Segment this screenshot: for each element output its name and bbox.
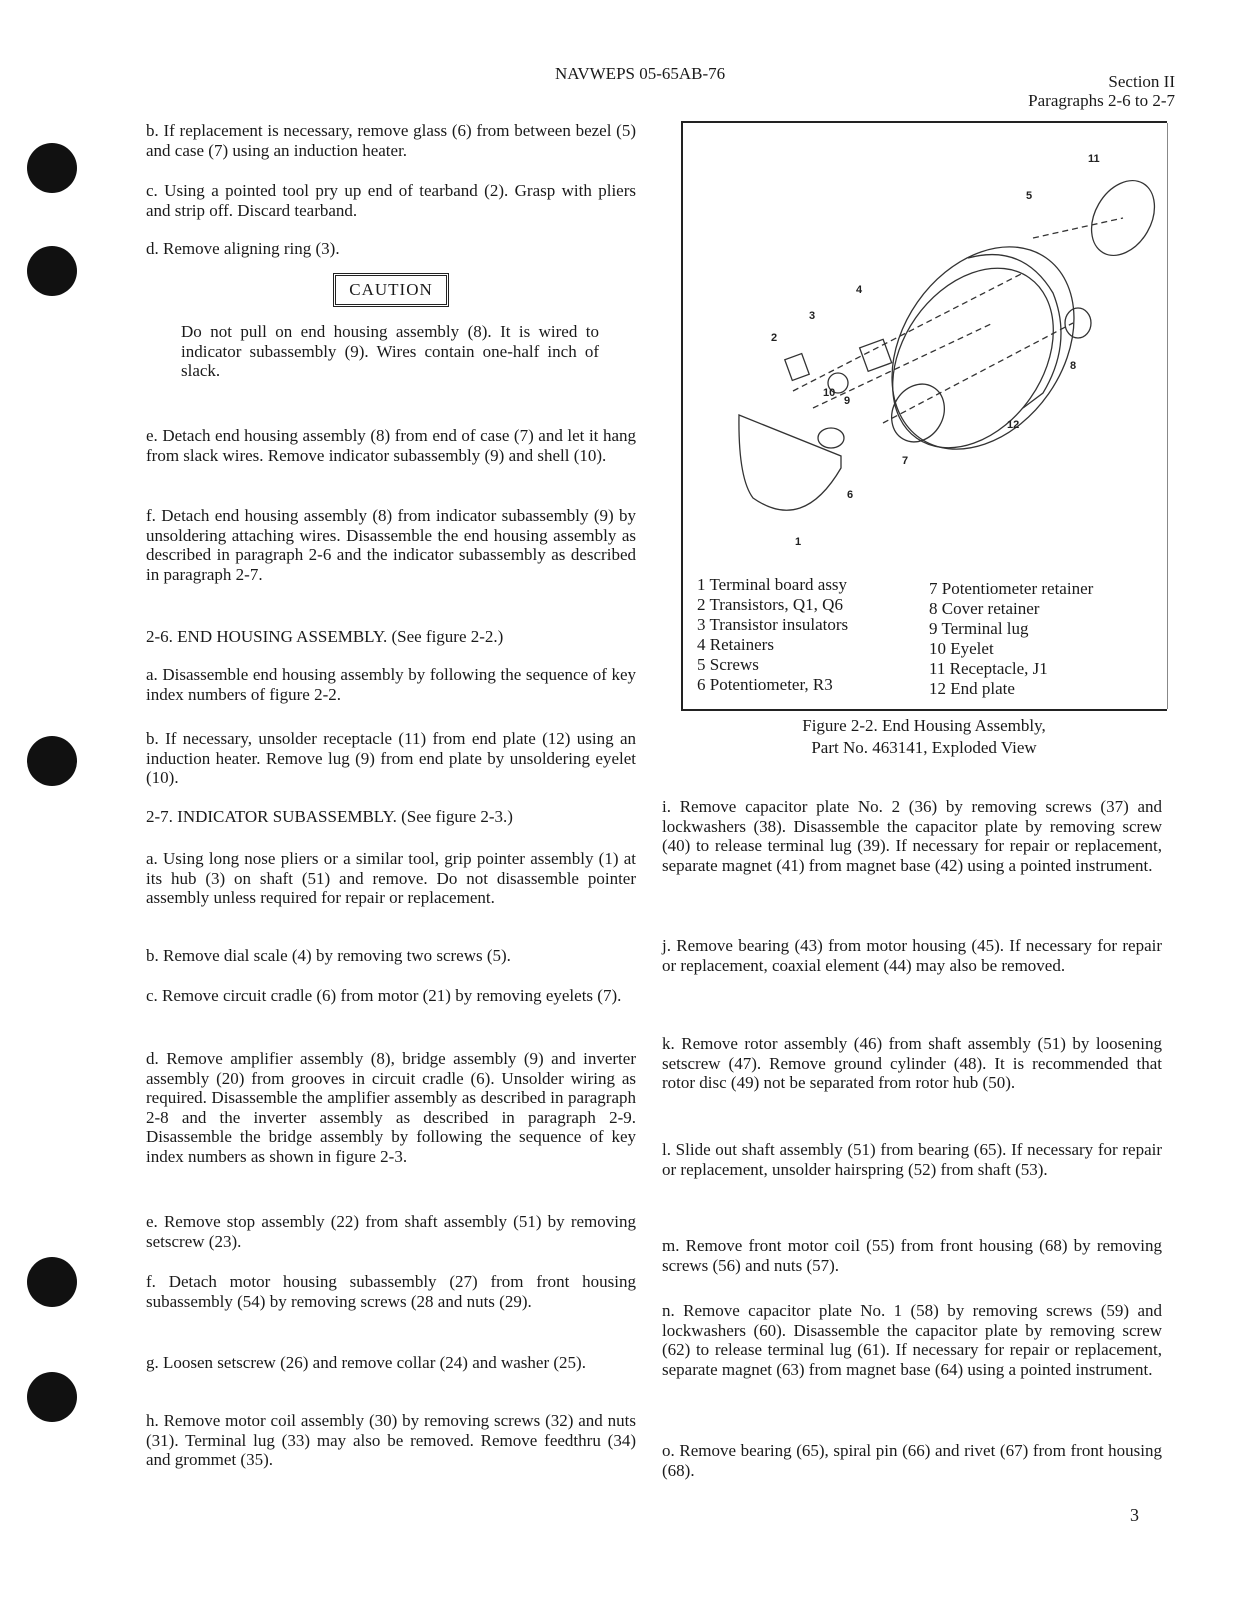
callout-1: 1	[795, 536, 802, 548]
legend-item: 5 Screws	[697, 655, 759, 674]
step-2-7-i: i. Remove capacitor plate No. 2 (36) by removing screws (37) and lockwashers (38). Disassemble the capacitor plate by removing screw (40) to release terminal lug (39). If necessary for repair or replacement, separate magnet (41) from magnet base (42) using a pointed instrument.	[662, 797, 1162, 875]
legend-item: 2 Transistors, Q1, Q6	[697, 595, 843, 614]
step-2-7-a: a. Using long nose pliers or a similar tool, grip pointer assembly (1) at its hub (3) on shaft (51) and remove. Do not disassemble pointer assembly unless required for repair or replacement.	[146, 849, 636, 907]
step-2-7-k: k. Remove rotor assembly (46) from shaft assembly (51) by loosening setscrew (47). Remove ground cylinder (48). It is recommended that rotor disc (49) not be separated from rotor hub (50).	[662, 1034, 1162, 1092]
step-b: b. If replacement is necessary, remove glass (6) from between bezel (5) and case (7) using an induction heater.	[146, 121, 636, 160]
step-2-7-j: j. Remove bearing (43) from motor housing (45). If necessary for repair or replacement, coaxial element (44) may also be removed.	[662, 936, 1162, 975]
callout-3: 3	[809, 310, 816, 322]
callout-2: 2	[771, 332, 778, 344]
step-2-7-e: e. Remove stop assembly (22) from shaft assembly (51) by removing setscrew (23).	[146, 1212, 636, 1251]
step-2-7-h: h. Remove motor coil assembly (30) by removing screws (32) and nuts (31). Terminal lug (33) may also be removed. Remove feedthru (34) and grommet (35).	[146, 1411, 636, 1469]
figure-2-2	[681, 121, 1167, 711]
punch-hole	[27, 246, 77, 296]
step-2-7-b: b. Remove dial scale (4) by removing two screws (5).	[146, 946, 511, 965]
step-2-7-g: g. Loosen setscrew (26) and remove collar (24) and washer (25).	[146, 1353, 586, 1372]
figure-caption-2: Part No. 463141, Exploded View	[811, 738, 1037, 757]
step-2-7-n: n. Remove capacitor plate No. 1 (58) by removing screws (59) and lockwashers (60). Disassemble the capacitor plate by removing screw (62) to release terminal lug (61). If necessary for repair or replacement, separate magnet (63) from magnet base (64) using a pointed instrument.	[662, 1301, 1162, 1379]
legend-left	[697, 575, 848, 695]
section-label: Section II	[1108, 72, 1175, 91]
punch-hole	[27, 1372, 77, 1422]
step-2-7-m: m. Remove front motor coil (55) from front housing (68) by removing screws (56) and nuts (57).	[662, 1236, 1162, 1275]
legend-item: 11 Receptacle, J1	[929, 659, 1048, 678]
legend-item: 10 Eyelet	[929, 639, 994, 658]
step-2-6-b: b. If necessary, unsolder receptacle (11) from end plate (12) using an induction heater. Remove lug (9) from end plate by unsoldering eyelet (10).	[146, 729, 636, 787]
heading-2-6: 2-6. END HOUSING ASSEMBLY. (See figure 2-2.)	[146, 627, 504, 646]
callout-6: 6	[847, 489, 854, 501]
paragraphs-label: Paragraphs 2-6 to 2-7	[1028, 91, 1175, 110]
step-2-7-f: f. Detach motor housing subassembly (27) from front housing subassembly (54) by removing screws (28 and nuts (29).	[146, 1272, 636, 1311]
step-2-7-o: o. Remove bearing (65), spiral pin (66) and rivet (67) from front housing (68).	[662, 1441, 1162, 1480]
legend-item: 9 Terminal lug	[929, 619, 1029, 638]
callout-5: 5	[1026, 190, 1033, 202]
callout-7: 7	[902, 455, 909, 467]
doc-number: NAVWEPS 05-65AB-76	[555, 64, 726, 83]
step-f: f. Detach end housing assembly (8) from indicator subassembly (9) by unsoldering attaching wires. Disassemble the end housing assembly as described in paragraph 2-6 and the indicator subassembly as described in paragraph 2-7.	[146, 506, 636, 584]
heading-2-7: 2-7. INDICATOR SUBASSEMBLY. (See figure 2-3.)	[146, 807, 513, 826]
step-2-7-c: c. Remove circuit cradle (6) from motor (21) by removing eyelets (7).	[146, 986, 622, 1005]
callout-11: 11	[1088, 153, 1100, 165]
page-number: 3	[1130, 1505, 1139, 1525]
exploded-view-drawing	[683, 123, 1169, 563]
callout-4: 4	[856, 284, 863, 296]
punch-hole	[27, 143, 77, 193]
step-2-7-l: l. Slide out shaft assembly (51) from bearing (65). If necessary for repair or replacement, unsolder hairspring (52) from shaft (53).	[662, 1140, 1162, 1179]
legend-item: 8 Cover retainer	[929, 599, 1040, 618]
step-e: e. Detach end housing assembly (8) from end of case (7) and let it hang from slack wires. Remove indicator subassembly (9) and shell (10).	[146, 426, 636, 465]
callout-9: 9	[844, 395, 851, 407]
legend-item: 3 Transistor insulators	[697, 615, 849, 634]
legend-item: 6 Potentiometer, R3	[697, 675, 833, 694]
legend-item: 7 Potentiometer retainer	[929, 579, 1094, 598]
legend-item: 12 End plate	[929, 679, 1015, 698]
legend-right	[929, 579, 1093, 699]
step-2-7-d: d. Remove amplifier assembly (8), bridge assembly (9) and inverter assembly (20) from grooves in circuit cradle (6). Unsolder wiring as required. Disassemble the amplifier assembly as described in paragraph 2-8 and the inverter assembly as described in paragraph 2-9. Disassemble the bridge assembly by following the sequence of key index numbers as shown in figure 2-3.	[146, 1049, 636, 1166]
punch-hole	[27, 1257, 77, 1307]
callout-12: 12	[1007, 419, 1020, 431]
legend-item: 4 Retainers	[697, 635, 774, 654]
callout-10: 10	[823, 387, 836, 399]
caution-label: CAUTION	[333, 273, 449, 307]
punch-hole	[27, 736, 77, 786]
step-2-6-a: a. Disassemble end housing assembly by following the sequence of key index numbers of figure 2-2.	[146, 665, 636, 704]
figure-caption-1: Figure 2-2. End Housing Assembly,	[802, 716, 1046, 735]
step-d: d. Remove aligning ring (3).	[146, 239, 340, 258]
legend-item: 1 Terminal board assy	[697, 575, 848, 594]
callout-8: 8	[1070, 360, 1077, 372]
step-c: c. Using a pointed tool pry up end of tearband (2). Grasp with pliers and strip off. Discard tearband.	[146, 181, 636, 220]
caution-text: Do not pull on end housing assembly (8). It is wired to indicator subassembly (9). Wires contain one-half inch of slack.	[181, 322, 599, 380]
